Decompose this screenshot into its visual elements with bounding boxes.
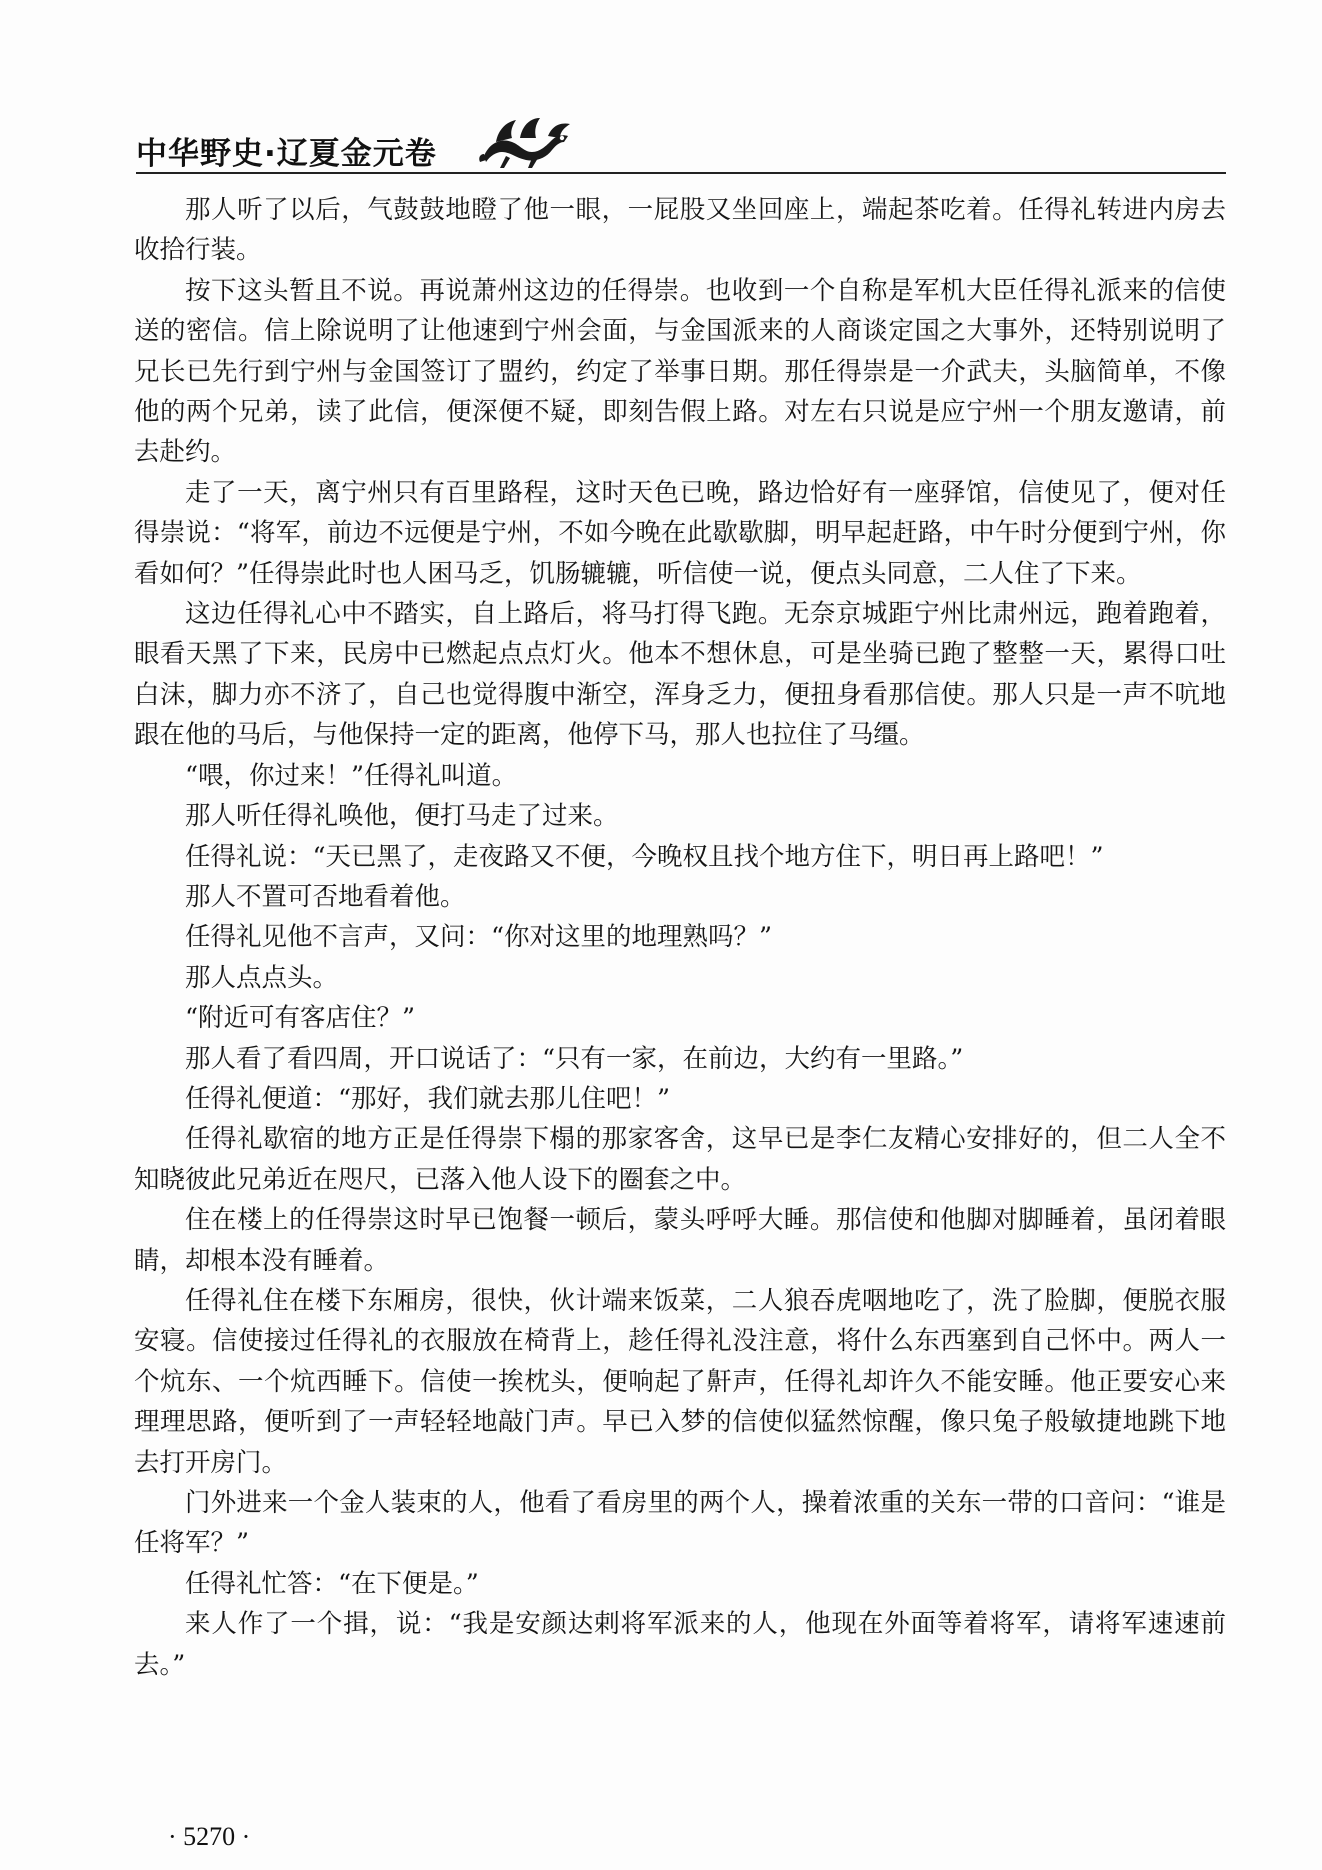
paragraph: “附近可有客店住？”	[185, 1003, 416, 1034]
paragraph: 那人听了以后，气鼓鼓地瞪了他一眼，一屁股又坐回座上，端起茶吃着。任得礼转进内房去收拾行装。	[134, 195, 1226, 266]
paragraph: “喂，你过来！”任得礼叫道。	[185, 760, 518, 791]
paragraph: 任得礼住在楼下东厢房，很快，伙计端来饭菜，二人狼吞虎咽地吃了，洗了脸脚，便脱衣服安寝。信使接过任得礼的衣服放在椅背上，趁任得礼没注意，将什么东西塞到自己怀中。两人一个炕东、一个炕西睡下。信使一挨枕头，便响起了鼾声，任得礼却许久不能安睡。他正要安心来理理思路，便听到了一声轻轻地敲门声。早已入梦的信使似猛然惊醒，像只兔子般敏捷地跳下地去打开房门。	[134, 1285, 1226, 1478]
paragraph: 这边任得礼心中不踏实，自上路后，将马打得飞跑。无奈京城距宁州比肃州远，跑着跑着，眼看天黑了下来，民房中已燃起点点灯火。他本不想休息，可是坐骑已跑了整整一天，累得口吐白沫，脚力亦不济了，自己也觉得腹中渐空，浑身乏力，便扭身看那信使。那人只是一声不吭地跟在他的马后，与他保持一定的距离，他停下马，那人也拉住了马缰。	[134, 599, 1226, 751]
book-title: 中华野史·辽夏金元卷	[136, 136, 437, 172]
paragraph: 任得礼忙答：“在下便是。”	[185, 1568, 479, 1599]
body-text	[134, 190, 1226, 1685]
paragraph: 走了一天，离宁州只有百里路程，这时天色已晚，路边恰好有一座驿馆，信使见了，便对任得崇说：“将军，前边不远便是宁州，不如今晚在此歇歇脚，明早起赶路，中午时分便到宁州，你看如何？”任得崇此时也人困马乏，饥肠辘辘，听信使一说，便点头同意，二人住了下来。	[134, 477, 1226, 589]
running-header	[136, 112, 1226, 176]
paragraph: 那人看了看四周，开口说话了：“只有一家，在前边，大约有一里路。”	[185, 1043, 964, 1074]
header-rule	[136, 172, 1226, 174]
paragraph: 那人听任得礼唤他，便打马走了过来。	[185, 801, 619, 832]
paragraph: 任得礼见他不言声，又问：“你对这里的地理熟吗？”	[185, 922, 773, 953]
paragraph: 任得礼歇宿的地方正是任得崇下榻的那家客舍，这早已是李仁友精心安排好的，但二人全不知晓彼此兄弟近在咫尺，已落入他人设下的圈套之中。	[134, 1124, 1226, 1195]
page-number: · 5270 ·	[168, 1822, 251, 1851]
paragraph: 门外进来一个金人装束的人，他看了看房里的两个人，操着浓重的关东一带的口音问：“谁是任将军？”	[134, 1488, 1226, 1559]
paragraph: 那人点点头。	[185, 962, 339, 993]
paragraph: 住在楼上的任得崇这时早已饱餐一顿后，蒙头呼呼大睡。那信使和他脚对脚睡着，虽闭着眼睛，却根本没有睡着。	[134, 1205, 1226, 1276]
paragraph: 来人作了一个揖，说：“我是安颜达剌将军派来的人，他现在外面等着将军，请将军速速前去。”	[134, 1609, 1226, 1680]
paragraph: 按下这头暂且不说。再说萧州这边的任得崇。也收到一个自称是军机大臣任得礼派来的信使送的密信。信上除说明了让他速到宁州会面，与金国派来的人商谈定国之大事外，还特别说明了兄长已先行到宁州与金国签订了盟约，约定了举事日期。那任得崇是一介武夫，头脑简单，不像他的两个兄弟，读了此信，便深便不疑，即刻告假上路。对左右只说是应宁州一个朋友邀请，前去赴约。	[134, 275, 1226, 468]
paragraph: 那人不置可否地看着他。	[185, 881, 466, 912]
dragon-emblem-icon	[476, 112, 576, 170]
paragraph: 任得礼说：“天已黑了，走夜路又不便，今晚权且找个地方住下，明日再上路吧！”	[185, 841, 1104, 872]
paragraph: 任得礼便道：“那好，我们就去那儿住吧！”	[185, 1083, 671, 1114]
